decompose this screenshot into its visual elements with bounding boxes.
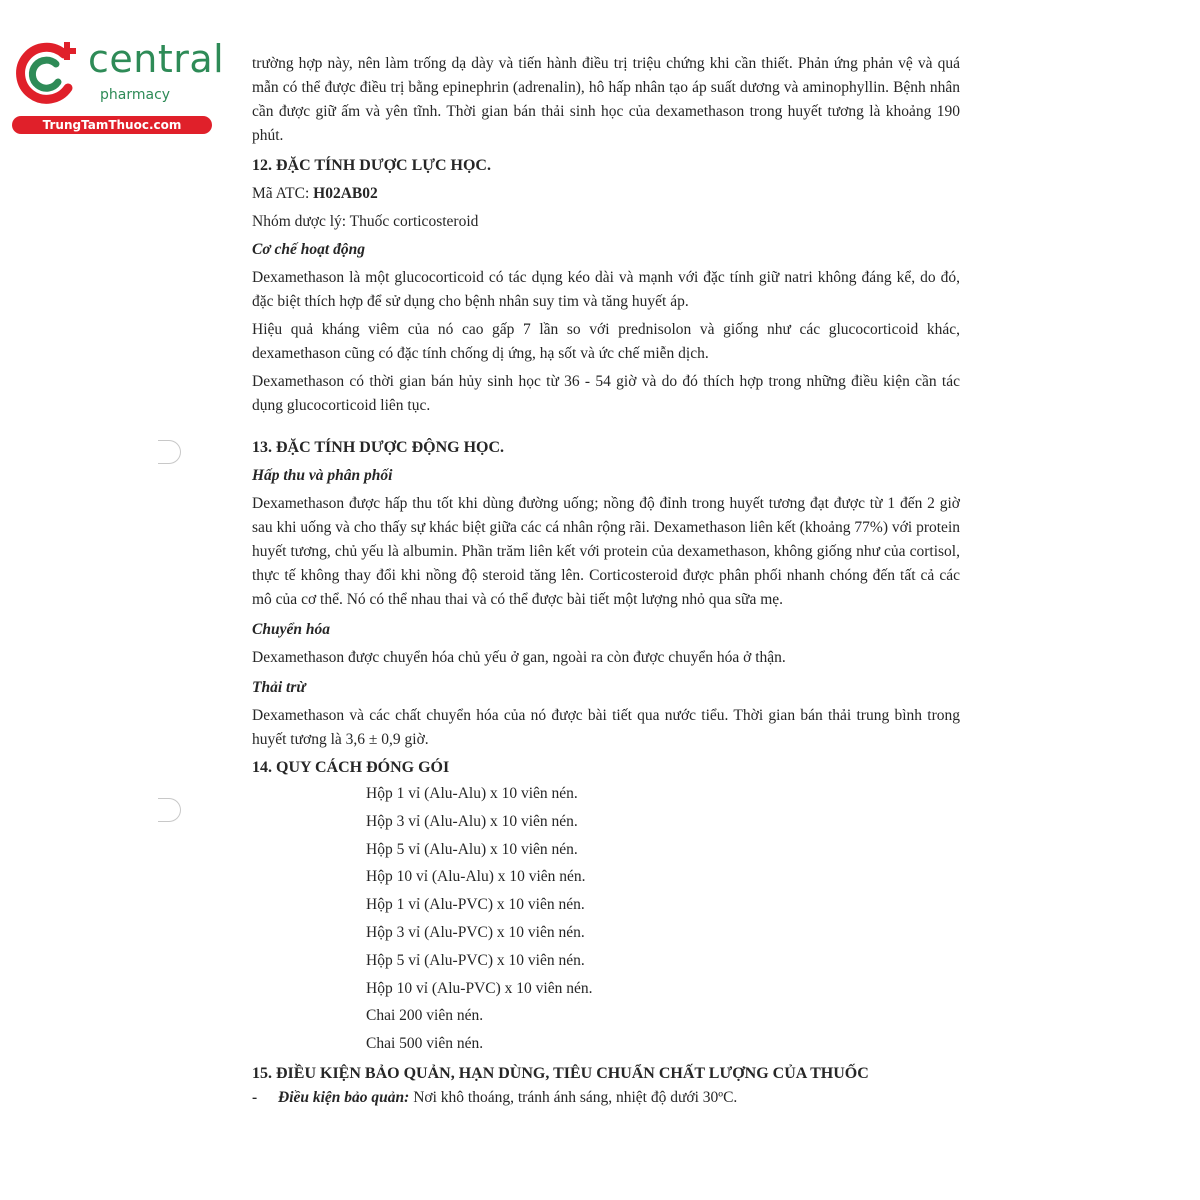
absorption-title: Hấp thu và phân phối [252,467,393,484]
list-item: Hộp 10 vỉ (Alu-Alu) x 10 viên nén. [366,868,586,886]
absorption-paragraph: Dexamethason được hấp thu tốt khi dùng đường uống; nồng độ đỉnh trong huyết tương đạt được từ 1 đến 2 giờ sau khi uống và cho thấy sự khác biệt giữa các cá nhân rộng rãi. Dexamethason liên kết (khoảng 77%) với protein huyết tương, chủ yếu là albumin. Phần trăm liên kết với protein của dexamethason, không giống như của cortisol, thực tế không thay đổi khi nồng độ steroid tăng lên. Corticosteroid được phân phối nhanh chóng đến tất cả các mô của cơ thể. Nó có thể nhau thai và có thể được bài tiết một lượng nhỏ qua sữa mẹ. [252,495,960,608]
list-item: Hộp 5 vỉ (Alu-Alu) x 10 viên nén. [366,840,578,858]
atc-label: Mã ATC: [252,185,314,202]
list-item: Hộp 3 vỉ (Alu-PVC) x 10 viên nén. [366,923,585,941]
packaging-list [252,780,960,1058]
brand-subtitle: pharmacy [100,87,171,103]
mechanism-paragraph-1: Dexamethason là một glucocorticoid có tác dụng kéo dài và mạnh với đặc tính giữ natri không đáng kể, do đó, đặc biệt thích hợp để sử dụng cho bệnh nhân suy tim và tăng huyết áp. [252,269,960,310]
list-item: Hộp 1 vỉ (Alu-PVC) x 10 viên nén. [366,896,585,914]
section-12-heading: 12. ĐẶC TÍNH DƯỢC LỰC HỌC. [252,157,491,174]
brand-logo [12,37,225,134]
central-pharmacy-logo-icon [12,38,82,108]
list-item: Hộp 5 vỉ (Alu-PVC) x 10 viên nén. [366,951,585,969]
binder-hole [158,440,181,464]
mechanism-paragraph-3: Dexamethason có thời gian bán hủy sinh học từ 36 - 54 giờ và do đó thích hợp trong những điều kiện cần tác dụng glucocorticoid liên tục. [252,373,960,414]
section-13-heading: 13. ĐẶC TÍNH DƯỢC ĐỘNG HỌC. [252,439,505,456]
storage-text: Nơi khô thoáng, tránh ánh sáng, nhiệt độ dưới 30ºC. [409,1088,738,1106]
storage-condition [252,1086,960,1110]
brand-url: TrungTamThuoc.com [12,116,212,134]
atc-line [252,182,960,206]
brand-name: central [88,37,225,81]
metabolism-paragraph: Dexamethason được chuyển hóa chủ yếu ở gan, ngoài ra còn được chuyển hóa ở thận. [252,649,786,666]
intro-paragraph: trường hợp này, nên làm trống dạ dày và tiến hành điều trị triệu chứng khi cần thiết. Phản ứng phản vệ và quá mẫn có thể được điều trị bằng epinephrin (adrenalin), hô hấp nhân tạo áp suất dương và aminophyllin. Bệnh nhân cần được giữ ấm và yên tĩnh. Thời gian bán thải sinh học của dexamethason trong huyết tương là khoảng 190 phút. [252,55,960,144]
atc-code: H02AB02 [313,185,378,202]
list-item: Hộp 10 vỉ (Alu-PVC) x 10 viên nén. [366,979,593,997]
elimination-paragraph: Dexamethason và các chất chuyển hóa của nó được bài tiết qua nước tiểu. Thời gian bán thải trung bình trong huyết tương là 3,6 ± 0,9 giờ. [252,707,960,748]
list-item: Chai 500 viên nén. [366,1035,484,1053]
document-page [252,52,960,1110]
bullet-dash: - [252,1088,258,1106]
list-item: Hộp 1 vỉ (Alu-Alu) x 10 viên nén. [366,785,578,802]
section-15-heading: 15. ĐIỀU KIỆN BẢO QUẢN, HẠN DÙNG, TIÊU CHUẨN CHẤT LƯỢNG CỦA THUỐC [252,1064,869,1082]
section-14-heading: 14. QUY CÁCH ĐÓNG GÓI [252,759,450,776]
storage-label: Điều kiện bảo quản: [278,1088,410,1106]
metabolism-title: Chuyển hóa [252,621,330,638]
list-item: Chai 200 viên nén. [366,1007,484,1025]
list-item: Hộp 3 vỉ (Alu-Alu) x 10 viên nén. [366,812,578,830]
mechanism-paragraph-2: Hiệu quả kháng viêm của nó cao gấp 7 lần so với prednisolon và giống như các glucocorticoid khác, dexamethason cũng có đặc tính chống dị ứng, hạ sốt và ức chế miễn dịch. [252,321,960,362]
elimination-title: Thải trừ [252,679,306,696]
pharmacologic-group: Nhóm dược lý: Thuốc corticosteroid [252,213,479,230]
binder-hole [158,798,181,822]
mechanism-title: Cơ chế hoạt động [252,241,365,258]
